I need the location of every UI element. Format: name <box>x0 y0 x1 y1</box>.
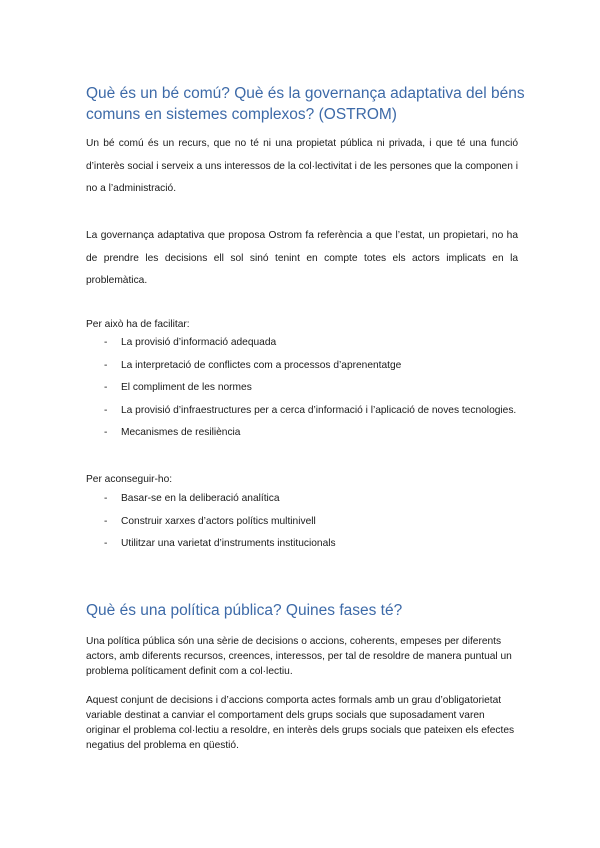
facilitar-list <box>86 332 518 445</box>
list-item: - Construir xarxes d’actors polítics multinivell <box>86 511 518 534</box>
paragraph-be-comu: Un bé comú és un recurs, que no té ni una propietat pública ni privada, i que té una funció d’interès social i serveix a uns interessos de la col·lectivitat i de les persones que la componen i no a l’administració. <box>86 138 518 195</box>
bullet-dash: - <box>104 359 108 371</box>
bullet-dash: - <box>104 427 108 438</box>
bullet-dash: - <box>104 404 108 416</box>
list-item: - La provisió d’infraestructures per a cerca d’informació i l’aplicació de noves tecnologies. <box>86 400 518 423</box>
aconseguir-list <box>86 488 518 556</box>
bullet-dash: - <box>104 493 108 504</box>
list-lead-facilitar: Per això ha de facilitar: <box>86 319 190 330</box>
paragraph-governanca: La governança adaptativa que proposa Ostrom fa referència a que l’estat, un propietari, no ha de prendre les decisions ell sol sinó tenint en compte totes els actors implicats en la problemàtica. <box>86 230 518 287</box>
bullet-dash: - <box>104 538 108 549</box>
list-item: - La provisió d’informació adequada <box>86 332 518 355</box>
list-item: - Basar-se en la deliberació analítica <box>86 488 518 511</box>
bullet-dash: - <box>104 337 108 348</box>
list-lead-aconseguir: Per aconseguir-ho: <box>86 474 173 485</box>
list-item: - Mecanismes de resiliència <box>86 422 518 445</box>
bullet-dash: - <box>104 515 108 527</box>
section-heading-politica-publica: Què és una política pública? Quines fases té? <box>86 602 403 619</box>
list-item: - Utilitzar una varietat d’instruments institucionals <box>86 533 518 556</box>
list-item: - El compliment de les normes <box>86 377 518 400</box>
section-heading-bens-comuns: Què és un bé comú? Què és la governança adaptativa del béns comuns en sistemes complexos? (OSTROM) <box>86 85 525 123</box>
list-item: - La interpretació de conflictes com a processos d’aprenentatge <box>86 355 518 378</box>
paragraph-politica-publica: Una política pública són una sèrie de decisions o accions, coherents, empeses per diferents actors, amb diferents recursos, creences, interessos, per tal de resoldre de manera puntual un problema políticament definit com a col·lectiu. <box>86 636 512 677</box>
paragraph-decisions: Aquest conjunt de decisions i d’accions comporta actes formals amb un grau d’obligatorietat variable destinat a canviar el comportament dels grups socials que suposadament varen originar el problema col·lectiu a resoldre, en interès dels grups socials que pateixen els efectes negatius del problema en qüestió. <box>86 695 515 751</box>
bullet-dash: - <box>104 382 108 393</box>
